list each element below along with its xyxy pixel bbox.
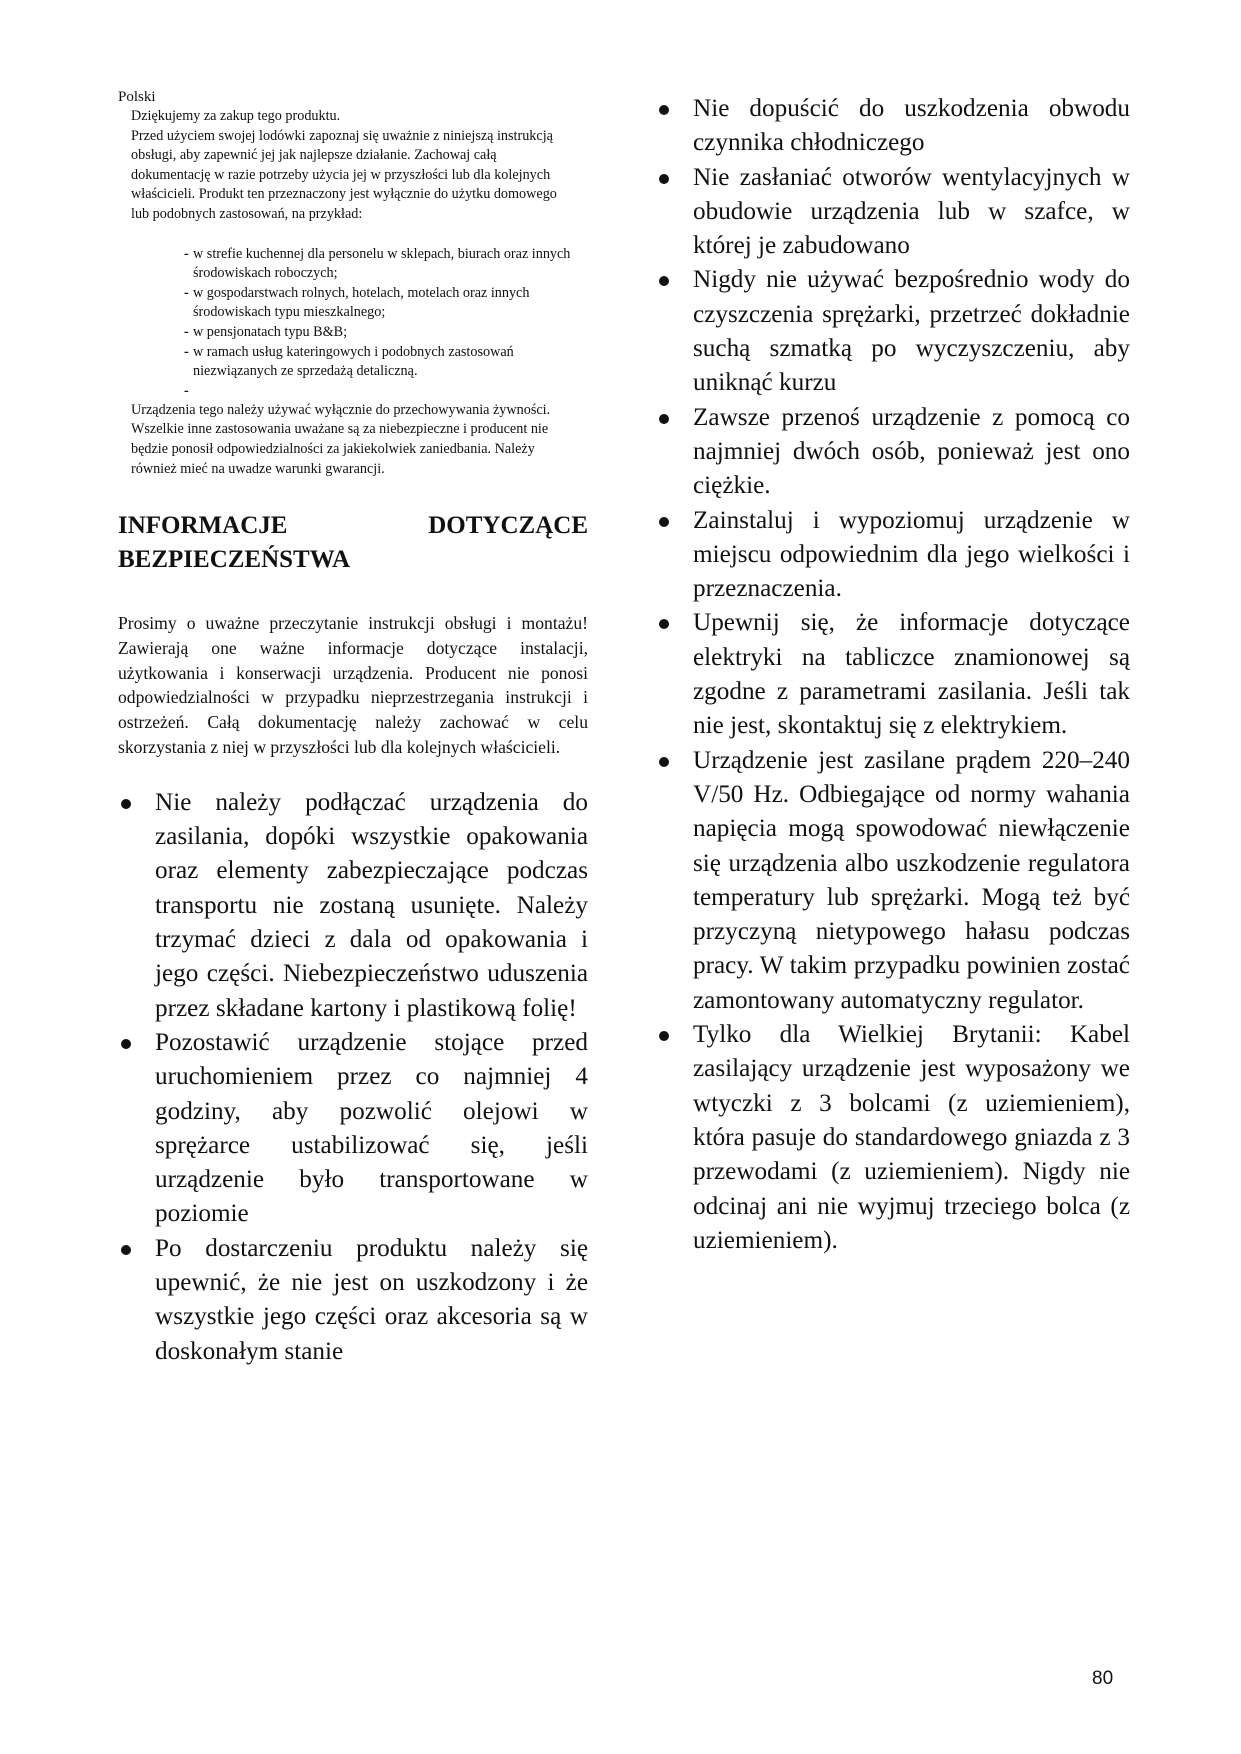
language-label: Polski — [118, 89, 156, 105]
safety-bullet-item: Nigdy nie używać bezpośrednio wody do czyszczenia sprężarki, przetrzeć dokładnie suchą szmatką po wyczyszczeniu, aby uniknąć kurzu — [656, 263, 1130, 400]
usage-example-empty-item — [185, 382, 580, 401]
bullet-dot-icon — [659, 619, 669, 629]
bullet-dot-icon — [121, 1245, 131, 1255]
title-line-1: INFORMACJE DOTYCZĄCE — [118, 512, 588, 540]
left-column — [118, 88, 588, 1369]
safety-bullet-item: Zawsze przenoś urządzenie z pomocą co najmniej dwóch osób, ponieważ jest ono ciężkie. — [656, 401, 1130, 504]
intro-paragraph: Przed użyciem swojej lodówki zapoznaj się uważnie z niniejszą instrukcją obsługi, aby zapewnić jej jak najlepsze działanie. Zachowaj całą dokumentację w razie potrzeby użycia jej w przyszłości lub dla kolejnych właścicieli. Produkt ten przeznaczony jest wyłącznie do użytku domowego lub podobnych zastosowań, na przykład: — [131, 127, 557, 222]
usage-example-item: - w ramach usług kateringowych i podobnych zastosowań niezwiązanych ze sprzedażą detaliczną. — [184, 343, 514, 380]
safety-bullet-item: Nie zasłaniać otworów wentylacyjnych w obudowie urządzenia lub w szafce, w której je zabudowano — [656, 161, 1130, 264]
safety-bullet-item: Zainstaluj i wypoziomuj urządzenie w miejscu odpowiednim dla jego wielkości i przeznaczenia. — [656, 504, 1130, 607]
safety-bullet-item: Pozostawić urządzenie stojące przed uruchomieniem przez co najmniej 4 godziny, aby pozwolić olejowi w sprężarce ustabilizować się, jeśli urządzenie było transportowane w poziomie — [118, 1026, 588, 1232]
dash-marker-icon: - — [184, 343, 189, 360]
safety-bullet-item: Nie dopuścić do uszkodzenia obwodu czynnika chłodniczego — [656, 92, 1130, 161]
safety-section-title — [118, 509, 588, 577]
usage-example-item: - w gospodarstwach rolnych, hotelach, motelach oraz innych środowiskach typu mieszkalnego; — [184, 284, 530, 321]
dash-marker-icon: - — [184, 382, 189, 399]
bullet-dot-icon — [659, 414, 669, 424]
usage-example-item: - w strefie kuchennej dla personelu w sklepach, biurach oraz innych środowiskach roboczych; — [184, 245, 571, 282]
safety-intro-paragraph: Prosimy o uważne przeczytanie instrukcji obsługi i montażu! Zawierają one ważne informacje dotyczące instalacji, użytkowania i konserwacji urządzenia. Producent nie ponosi odpowiedzialności w przypadku nieprzestrzegania instrukcji i ostrzeżeń. Całą dokumentację należy zachować w celu skorzystania z niej w przyszłości lub dla kolejnych właścicieli. — [118, 613, 588, 758]
right-column — [656, 92, 1130, 1258]
bullet-dot-icon — [659, 105, 669, 115]
bullet-dot-icon — [121, 1039, 131, 1049]
bullet-dot-icon — [659, 276, 669, 286]
bullet-dot-icon — [121, 799, 131, 809]
bullet-dot-icon — [659, 1031, 669, 1041]
dash-marker-icon: - — [184, 284, 189, 301]
usage-examples-list — [185, 245, 580, 401]
page-number: 80 — [1092, 1668, 1114, 1689]
safety-bullet-item: Po dostarczeniu produktu należy się upewnić, że nie jest on uszkodzony i że wszystkie jego części oraz akcesoria są w doskonałym stanie — [118, 1232, 588, 1369]
intro-block — [131, 107, 561, 225]
title-line-2: BEZPIECZEŃSTWA — [118, 546, 351, 574]
safety-bullet-item: Tylko dla Wielkiej Brytanii: Kabel zasilający urządzenie jest wyposażony we wtyczki z 3 bolcami (z uziemieniem), która pasuje do standardowego gniazda z 3 przewodami (z uziemieniem). Nigdy nie odcinaj ani nie wyjmuj trzeciego bolca (z uziemieniem). — [656, 1018, 1130, 1258]
safety-bullet-item: Urządzenie jest zasilane prądem 220–240 V/50 Hz. Odbiegające od normy wahania napięcia mogą spowodować niewłączenie się urządzenia albo uszkodzenie regulatora temperatury lub sprężarki. Mogą też być przyczyną nietypowego hałasu podczas pracy. W takim przypadku powinien zostać zamontowany automatyczny regulator. — [656, 744, 1130, 1018]
usage-example-item: - w pensjonatach typu B&B; — [185, 323, 580, 343]
bullet-dot-icon — [659, 174, 669, 184]
intro-thanks: Dziękujemy za zakup tego produktu. — [131, 108, 341, 124]
usage-note: Urządzenia tego należy używać wyłącznie do przechowywania żywności. Wszelkie inne zastosowania uważane są za niebezpieczne i producent nie będzie ponosił odpowiedzialności za jakiekolwiek zaniedbania. Należy również mieć na uwadze warunki gwarancji. — [131, 401, 551, 477]
dash-marker-icon: - — [184, 245, 189, 262]
safety-bullet-item: Nie należy podłączać urządzenia do zasilania, dopóki wszystkie opakowania oraz elementy zabezpieczające podczas transportu nie zostaną usunięte. Należy trzymać dzieci z dala od opakowania i jego części. Niebezpieczeństwo uduszenia przez składane kartony i plastikową folię! — [118, 786, 588, 1026]
bullet-dot-icon — [659, 757, 669, 767]
right-safety-bullets — [656, 92, 1130, 1258]
bullet-dot-icon — [659, 517, 669, 527]
dash-marker-icon: - — [184, 323, 189, 340]
safety-bullet-item: Upewnij się, że informacje dotyczące elektryki na tabliczce znamionowej są zgodne z parametrami zasilania. Jeśli tak nie jest, skontaktuj się z elektrykiem. — [656, 606, 1130, 743]
left-safety-bullets — [118, 786, 588, 1369]
